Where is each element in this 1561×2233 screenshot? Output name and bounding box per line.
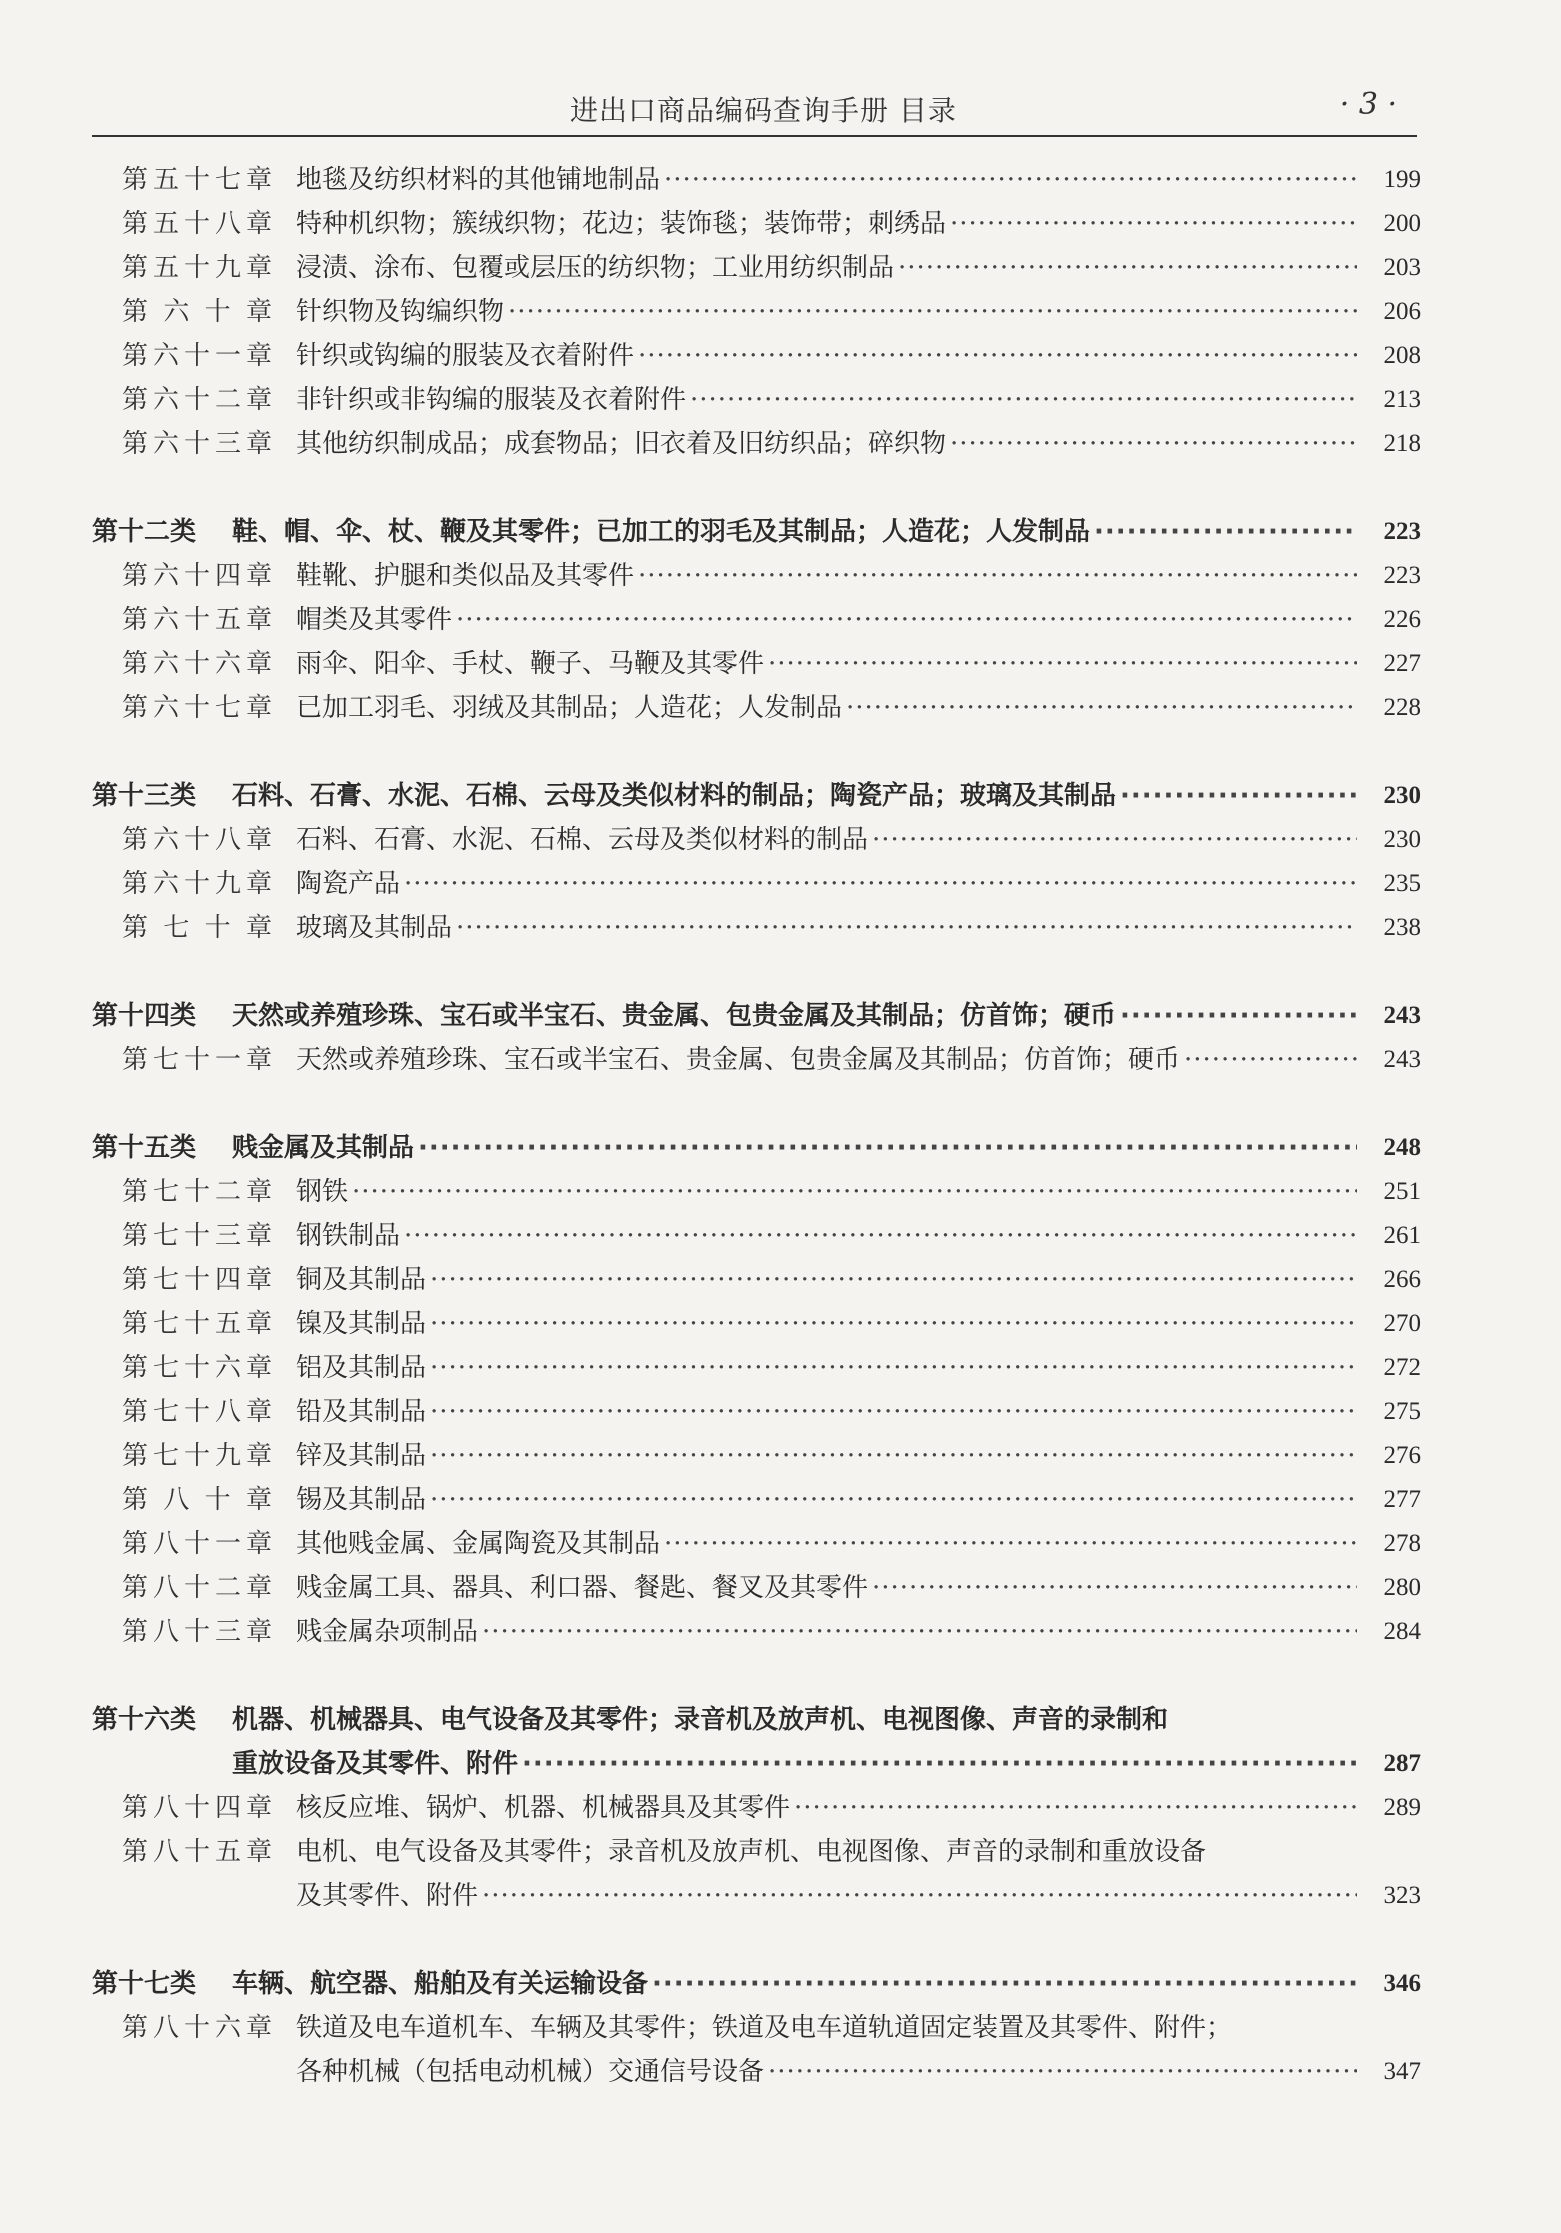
entry-title: 针织或钩编的服装及衣着附件 [296, 341, 635, 371]
entry-title: 铅及其制品 [296, 1397, 427, 1427]
chapter-label: 第五十八章 [122, 209, 272, 239]
entry-page-number: 323 [1383, 1882, 1421, 1909]
entry-page-number: 275 [1383, 1398, 1421, 1425]
entry-title: 玻璃及其制品 [296, 913, 453, 943]
toc-chapter-row [0, 422, 1561, 466]
entry-page-number: 218 [1383, 430, 1421, 457]
dot-leader [652, 1962, 1357, 2006]
chapter-label: 第六十六章 [122, 649, 272, 679]
entry-title: 锌及其制品 [296, 1441, 427, 1471]
section-label: 第十三类 [92, 781, 197, 811]
dot-leader [664, 158, 1357, 202]
toc-chapter-row [0, 554, 1561, 598]
entry-page-number: 243 [1383, 1046, 1421, 1073]
chapter-label: 第五十七章 [122, 165, 272, 195]
entry-title: 核反应堆、锅炉、机器、机械器具及其零件 [296, 1793, 791, 1823]
entry-title: 重放设备及其零件、附件 [232, 1749, 519, 1779]
toc-chapter-row [0, 1786, 1561, 1830]
dot-leader [404, 1214, 1357, 1258]
toc-chapter-row [0, 598, 1561, 642]
dot-leader [846, 686, 1357, 730]
entry-page-number: 276 [1383, 1442, 1421, 1469]
toc-chapter-row [0, 1346, 1561, 1390]
toc-section-row [0, 510, 1561, 554]
toc-chapter-row [0, 1478, 1561, 1522]
chapter-label: 第 七 十 章 [122, 913, 272, 943]
chapter-label: 第七十三章 [122, 1221, 272, 1251]
chapter-label: 第七十六章 [122, 1353, 272, 1383]
toc-chapter-row [0, 1874, 1561, 1918]
chapter-label: 第七十八章 [122, 1397, 272, 1427]
entry-title: 已加工羽毛、羽绒及其制品；人造花；人发制品 [296, 693, 843, 723]
dot-leader [768, 2050, 1357, 2094]
entry-page-number: 213 [1383, 386, 1421, 413]
entry-page-number: 270 [1383, 1310, 1421, 1337]
chapter-label: 第 八 十 章 [122, 1485, 272, 1515]
entry-title: 其他贱金属、金属陶瓷及其制品 [296, 1529, 661, 1559]
entry-page-number: 230 [1383, 782, 1421, 809]
dot-leader [1184, 1038, 1357, 1082]
dot-leader [950, 422, 1357, 466]
toc-section-row [0, 994, 1561, 1038]
entry-title: 铜及其制品 [296, 1265, 427, 1295]
chapter-label: 第八十一章 [122, 1529, 272, 1559]
entry-page-number: 278 [1383, 1530, 1421, 1557]
entry-page-number: 235 [1383, 870, 1421, 897]
toc-chapter-row [0, 1302, 1561, 1346]
dot-leader [430, 1434, 1357, 1478]
toc-chapter-row [0, 1522, 1561, 1566]
toc-section-row [0, 1698, 1561, 1742]
dot-leader [430, 1390, 1357, 1434]
entry-page-number: 346 [1383, 1970, 1421, 1997]
toc-chapter-row [0, 378, 1561, 422]
chapter-label: 第六十五章 [122, 605, 272, 635]
entry-title: 电机、电气设备及其零件；录音机及放声机、电视图像、声音的录制和重放设备 [296, 1837, 1207, 1867]
entry-title: 天然或养殖珍珠、宝石或半宝石、贵金属、包贵金属及其制品；仿首饰；硬币 [232, 1001, 1117, 1031]
toc-chapter-row [0, 158, 1561, 202]
dot-leader [456, 906, 1357, 950]
toc-chapter-row [0, 290, 1561, 334]
dot-leader [404, 862, 1357, 906]
toc-chapter-row [0, 334, 1561, 378]
dot-leader [950, 202, 1357, 246]
dot-leader [872, 1566, 1357, 1610]
entry-title: 特种机织物；簇绒织物；花边；装饰毯；装饰带；刺绣品 [296, 209, 947, 239]
toc-chapter-row [0, 1610, 1561, 1654]
toc-chapter-row [0, 1434, 1561, 1478]
dot-leader [418, 1126, 1357, 1170]
entry-title: 其他纺织制成品；成套物品；旧衣着及旧纺织品；碎织物 [296, 429, 947, 459]
entry-title: 贱金属杂项制品 [296, 1617, 479, 1647]
chapter-label: 第八十四章 [122, 1793, 272, 1823]
chapter-label: 第六十二章 [122, 385, 272, 415]
entry-title: 非针织或非钩编的服装及衣着附件 [296, 385, 687, 415]
chapter-label: 第六十四章 [122, 561, 272, 591]
toc-chapter-row [0, 1566, 1561, 1610]
toc-chapter-row [0, 686, 1561, 730]
entry-title: 石料、石膏、水泥、石棉、云母及类似材料的制品 [296, 825, 869, 855]
entry-page-number: 208 [1383, 342, 1421, 369]
toc-section-row [0, 1742, 1561, 1786]
dot-leader [522, 1742, 1357, 1786]
toc-chapter-row [0, 1258, 1561, 1302]
toc-chapter-row [0, 818, 1561, 862]
entry-title: 车辆、航空器、船舶及有关运输设备 [232, 1969, 649, 1999]
toc-chapter-row [0, 862, 1561, 906]
book-title: 进出口商品编码查询手册 目录 [570, 94, 957, 127]
toc-section-row [0, 1126, 1561, 1170]
chapter-label: 第七十二章 [122, 1177, 272, 1207]
entry-page-number: 226 [1383, 606, 1421, 633]
toc-chapter-row [0, 246, 1561, 290]
entry-title: 天然或养殖珍珠、宝石或半宝石、贵金属、包贵金属及其制品；仿首饰；硬币 [296, 1045, 1181, 1075]
entry-title: 钢铁制品 [296, 1221, 401, 1251]
dot-leader [430, 1346, 1357, 1390]
toc-chapter-row [0, 906, 1561, 950]
toc-chapter-row [0, 202, 1561, 246]
entry-title: 贱金属工具、器具、利口器、餐匙、餐叉及其零件 [296, 1573, 869, 1603]
entry-page-number: 238 [1383, 914, 1421, 941]
dot-leader [482, 1610, 1357, 1654]
entry-page-number: 261 [1383, 1222, 1421, 1249]
chapter-label: 第六十七章 [122, 693, 272, 723]
toc-section-row [0, 774, 1561, 818]
entry-title: 帽类及其零件 [296, 605, 453, 635]
chapter-label: 第 六 十 章 [122, 297, 272, 327]
entry-title: 锡及其制品 [296, 1485, 427, 1515]
toc-chapter-row [0, 1170, 1561, 1214]
entry-page-number: 243 [1383, 1002, 1421, 1029]
dot-leader [430, 1258, 1357, 1302]
entry-title: 针织物及钩编织物 [296, 297, 505, 327]
dot-leader [898, 246, 1357, 290]
entry-title: 铁道及电车道机车、车辆及其零件；铁道及电车道轨道固定装置及其零件、附件； [296, 2013, 1233, 2043]
toc-chapter-row [0, 1830, 1561, 1874]
dot-leader [482, 1874, 1357, 1918]
chapter-label: 第八十二章 [122, 1573, 272, 1603]
chapter-label: 第八十三章 [122, 1617, 272, 1647]
toc-chapter-row [0, 1214, 1561, 1258]
entry-title: 镍及其制品 [296, 1309, 427, 1339]
chapter-label: 第六十八章 [122, 825, 272, 855]
dot-leader [638, 554, 1357, 598]
entry-page-number: 203 [1383, 254, 1421, 281]
dot-leader [1094, 510, 1357, 554]
entry-page-number: 287 [1383, 1750, 1421, 1777]
chapter-label: 第六十一章 [122, 341, 272, 371]
section-label: 第十五类 [92, 1133, 197, 1163]
entry-page-number: 199 [1383, 166, 1421, 193]
entry-title: 雨伞、阳伞、手杖、鞭子、马鞭及其零件 [296, 649, 765, 679]
entry-page-number: 228 [1383, 694, 1421, 721]
entry-page-number: 280 [1383, 1574, 1421, 1601]
entry-title: 浸渍、涂布、包覆或层压的纺织物；工业用纺织制品 [296, 253, 895, 283]
section-label: 第十七类 [92, 1969, 197, 1999]
section-label: 第十六类 [92, 1705, 197, 1735]
entry-page-number: 230 [1383, 826, 1421, 853]
entry-title: 钢铁 [296, 1177, 349, 1207]
chapter-label: 第五十九章 [122, 253, 272, 283]
dot-leader [1120, 774, 1357, 818]
entry-page-number: 289 [1383, 1794, 1421, 1821]
entry-page-number: 272 [1383, 1354, 1421, 1381]
entry-page-number: 251 [1383, 1178, 1421, 1205]
dot-leader [430, 1302, 1357, 1346]
entry-page-number: 227 [1383, 650, 1421, 677]
entry-page-number: 248 [1383, 1134, 1421, 1161]
toc-chapter-row [0, 1390, 1561, 1434]
entry-title: 铝及其制品 [296, 1353, 427, 1383]
chapter-label: 第七十一章 [122, 1045, 272, 1075]
chapter-label: 第六十三章 [122, 429, 272, 459]
entry-title: 及其零件、附件 [296, 1881, 479, 1911]
entry-page-number: 347 [1383, 2058, 1421, 2085]
dot-leader [352, 1170, 1357, 1214]
chapter-label: 第六十九章 [122, 869, 272, 899]
chapter-label: 第七十四章 [122, 1265, 272, 1295]
toc-chapter-row [0, 2006, 1561, 2050]
dot-leader [664, 1522, 1357, 1566]
dot-leader [430, 1478, 1357, 1522]
entry-page-number: 206 [1383, 298, 1421, 325]
section-label: 第十四类 [92, 1001, 197, 1031]
chapter-label: 第七十五章 [122, 1309, 272, 1339]
dot-leader [456, 598, 1357, 642]
entry-title: 鞋靴、护腿和类似品及其零件 [296, 561, 635, 591]
chapter-label: 第七十九章 [122, 1441, 272, 1471]
dot-leader [872, 818, 1357, 862]
entry-title: 贱金属及其制品 [232, 1133, 415, 1163]
entry-title: 各种机械（包括电动机械）交通信号设备 [296, 2057, 765, 2087]
toc-chapter-row [0, 2050, 1561, 2094]
entry-page-number: 223 [1383, 518, 1421, 545]
entry-page-number: 200 [1383, 210, 1421, 237]
toc-chapter-row [0, 642, 1561, 686]
entry-title: 机器、机械器具、电气设备及其零件；录音机及放声机、电视图像、声音的录制和 [232, 1705, 1169, 1735]
dot-leader [768, 642, 1357, 686]
entry-page-number: 266 [1383, 1266, 1421, 1293]
chapter-label: 第八十五章 [122, 1837, 272, 1867]
toc-chapter-row [0, 1038, 1561, 1082]
entry-page-number: 284 [1383, 1618, 1421, 1645]
section-label: 第十二类 [92, 517, 197, 547]
chapter-label: 第八十六章 [122, 2013, 272, 2043]
page-number: · 3 · [1339, 87, 1397, 122]
toc-section-row [0, 1962, 1561, 2006]
dot-leader [690, 378, 1357, 422]
entry-title: 地毯及纺织材料的其他铺地制品 [296, 165, 661, 195]
dot-leader [794, 1786, 1357, 1830]
dot-leader [1120, 994, 1357, 1038]
dot-leader [638, 334, 1357, 378]
entry-title: 鞋、帽、伞、杖、鞭及其零件；已加工的羽毛及其制品；人造花；人发制品 [232, 517, 1091, 547]
entry-page-number: 277 [1383, 1486, 1421, 1513]
entry-title: 石料、石膏、水泥、石棉、云母及类似材料的制品；陶瓷产品；玻璃及其制品 [232, 781, 1117, 811]
entry-page-number: 223 [1383, 562, 1421, 589]
dot-leader [508, 290, 1357, 334]
entry-title: 陶瓷产品 [296, 869, 401, 899]
